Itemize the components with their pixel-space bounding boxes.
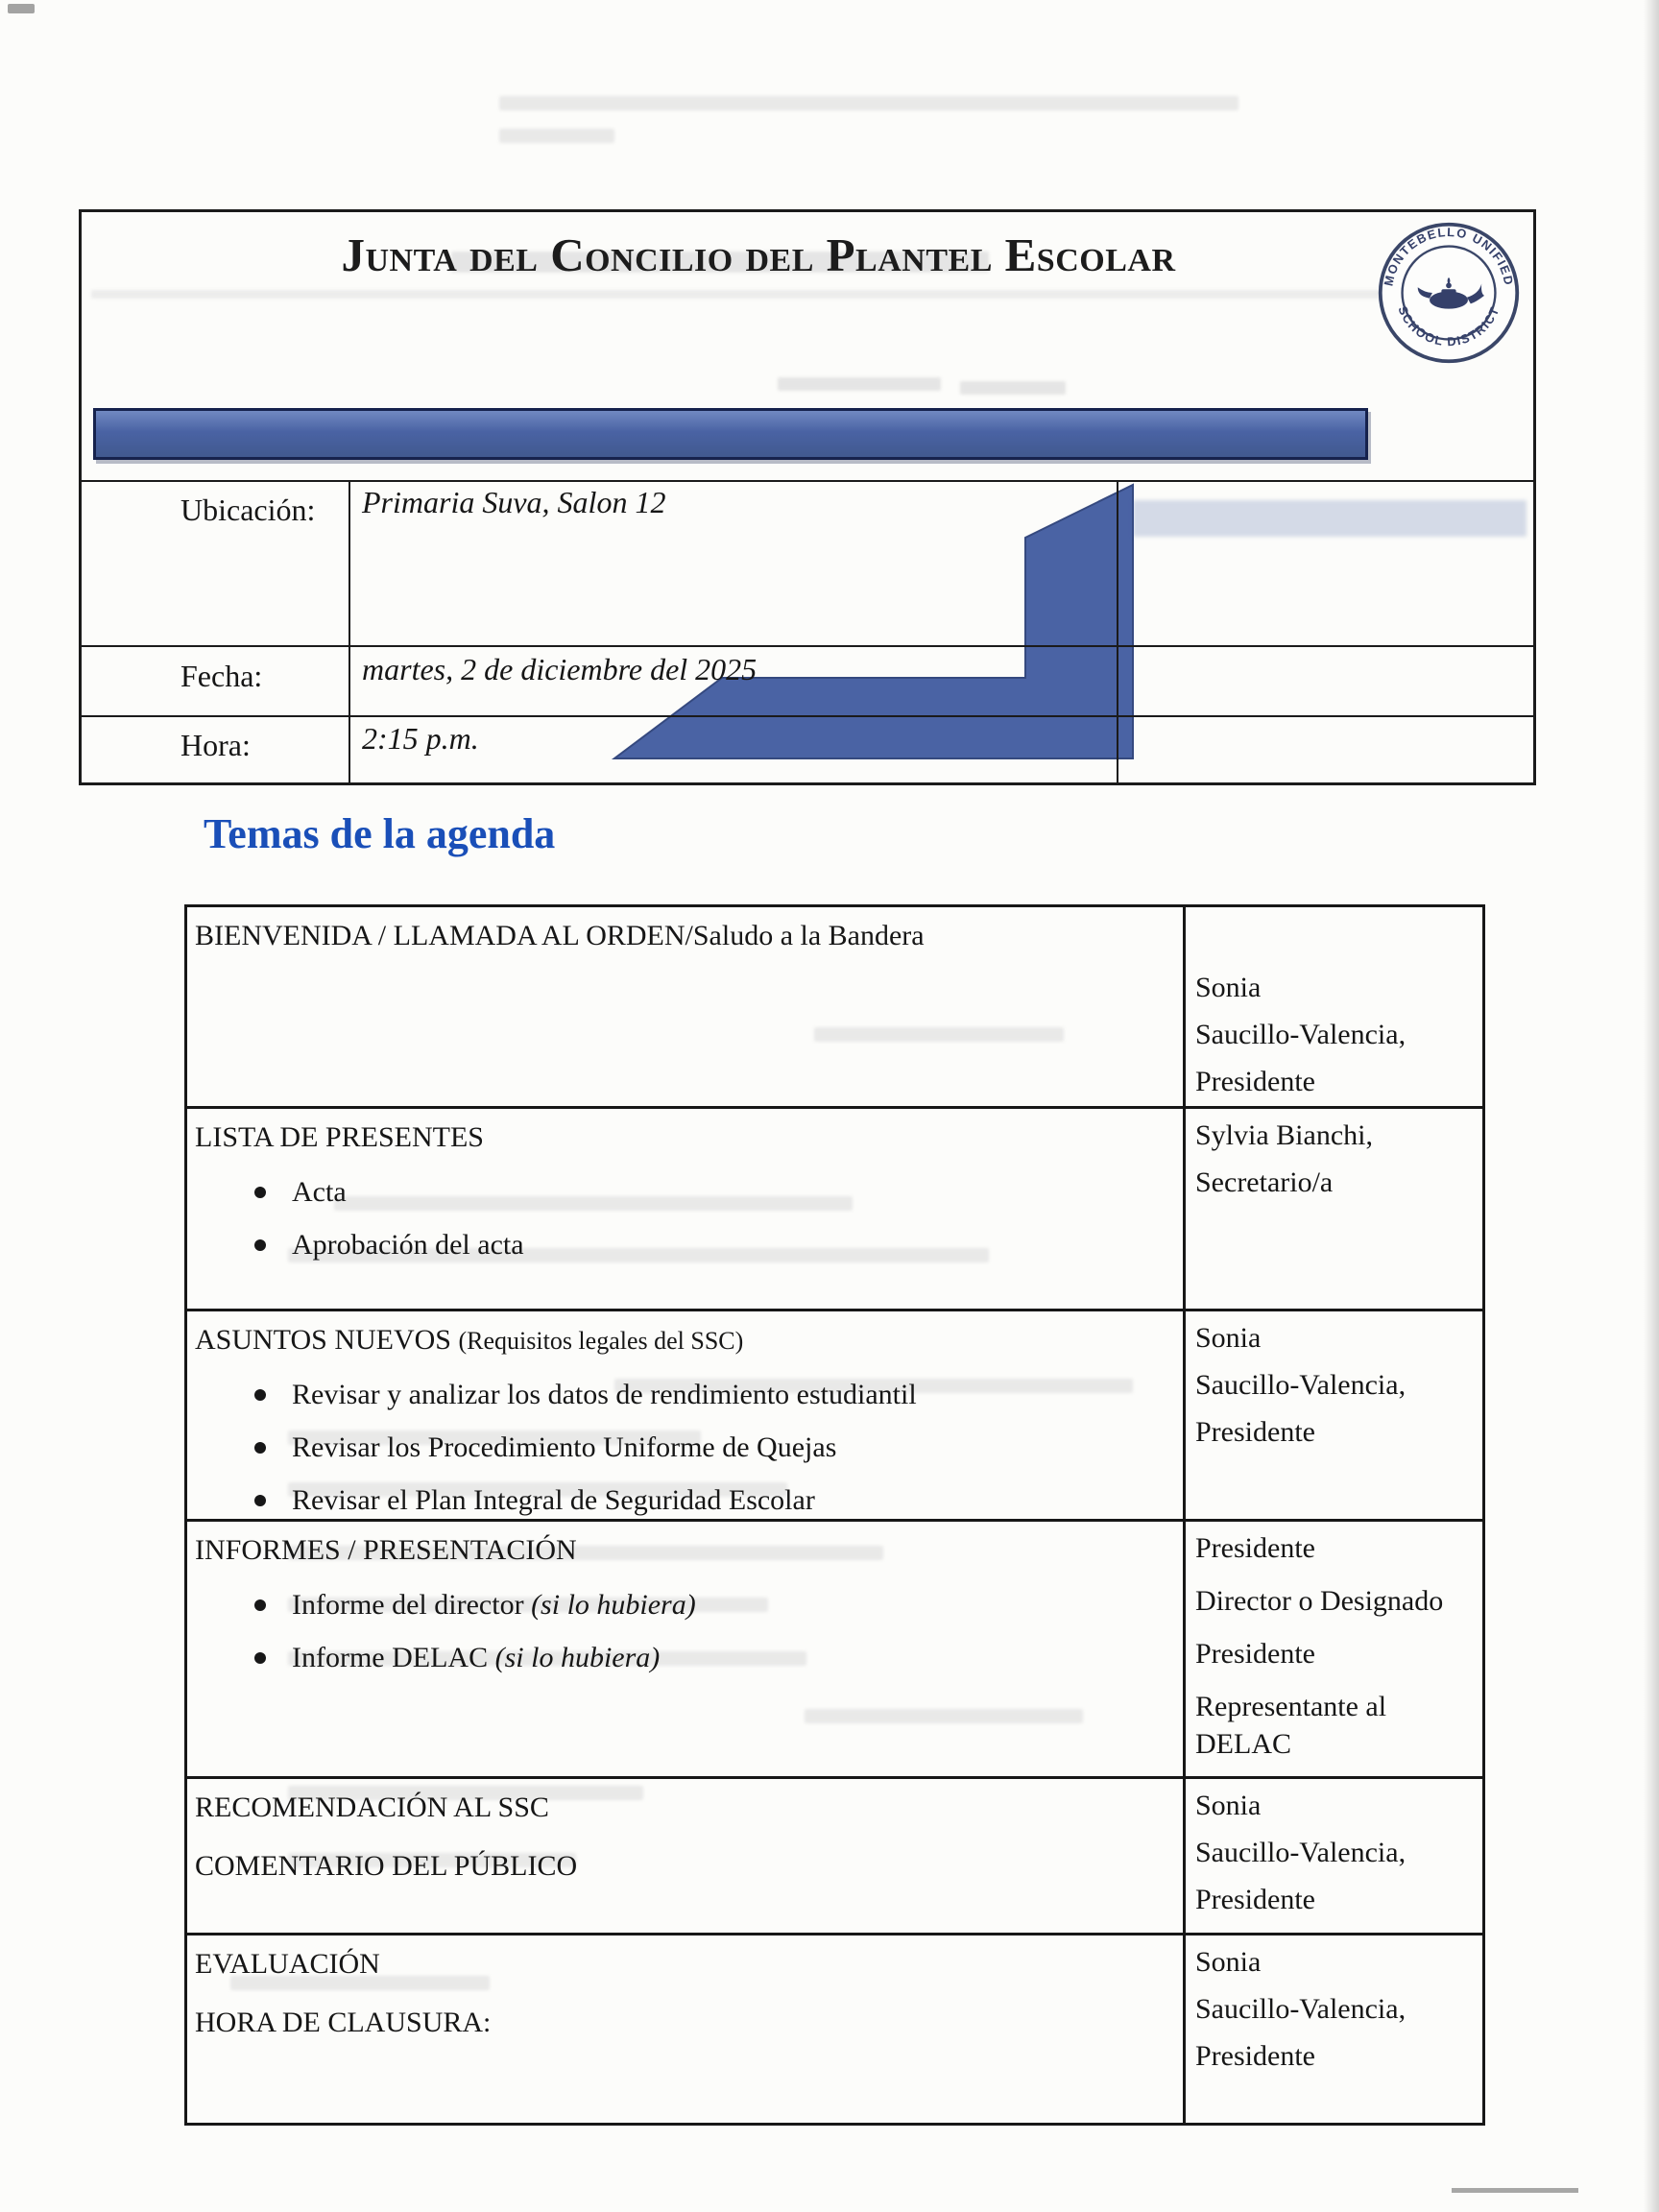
bullet-text: Revisar el Plan Integral de Seguridad Escolar	[292, 1484, 815, 1516]
agenda-responsible-cell	[1183, 1776, 1482, 1933]
bullet-text: Revisar los Procedimiento Uniforme de Quejas	[292, 1431, 837, 1463]
bullet-item	[195, 1481, 1171, 1519]
bullet-icon	[254, 1599, 266, 1611]
responsible-line: Director o Designado	[1195, 1585, 1444, 1617]
header-box	[79, 209, 1536, 785]
responsible-line: Sylvia Bianchi,	[1195, 1119, 1373, 1151]
bullet-list	[195, 1586, 1171, 1676]
fecha-label: Fecha:	[180, 659, 263, 693]
responsible-line: Presidente	[1195, 2040, 1315, 2072]
blue-banner-bar	[93, 408, 1368, 460]
bullet-text: Aprobación del acta	[292, 1229, 524, 1261]
agenda-topic-cell	[187, 1106, 1183, 1309]
bleed-artifact	[960, 381, 1066, 395]
grid-line	[82, 645, 1533, 647]
bullet-item	[195, 1226, 1171, 1263]
agenda-topic-heading	[195, 1321, 1171, 1358]
fecha-value: martes, 2 de diciembre del 2025	[362, 652, 757, 686]
agenda-responsible-cell	[1183, 1933, 1482, 2123]
bullet-item	[195, 1376, 1171, 1413]
topic-heading-text: RECOMENDACIÓN AL SSC	[195, 1791, 549, 1823]
bullet-icon	[254, 1389, 266, 1401]
bullet-list	[195, 1376, 1171, 1519]
responsible-line: Saucillo-Valencia,	[1195, 1369, 1407, 1401]
ubicacion-value: Primaria Suva, Salon 12	[362, 485, 666, 519]
scan-speck-top-left	[8, 4, 35, 13]
agenda-table	[184, 904, 1485, 2126]
agenda-topic-cell	[187, 1933, 1183, 2123]
agenda-topic-heading	[195, 917, 1171, 954]
agenda-topic-heading	[195, 1531, 1171, 1569]
responsible-line: Sonia	[1195, 1946, 1262, 1978]
responsible-line: Presidente	[1195, 1532, 1315, 1564]
agenda-topic-cell	[187, 907, 1183, 1106]
bullet-icon	[254, 1187, 266, 1198]
agenda-topic-heading	[195, 1789, 1171, 1826]
agenda-topic-heading	[195, 1847, 1171, 1885]
bullet-icon	[254, 1239, 266, 1251]
bullet-item	[195, 1173, 1171, 1211]
hora-label: Hora:	[180, 728, 251, 762]
agenda-responsible-cell	[1183, 1519, 1482, 1776]
bullet-text: Informe del director (si lo hubiera)	[292, 1589, 696, 1621]
scan-edge-right	[1644, 0, 1659, 2212]
agenda-topic-cell	[187, 1776, 1183, 1933]
bullet-list	[195, 1173, 1171, 1263]
bullet-item	[195, 1639, 1171, 1676]
bullet-icon	[254, 1442, 266, 1454]
bleed-artifact	[91, 290, 1474, 299]
bleed-artifact	[778, 377, 941, 391]
agenda-responsible-cell	[1183, 1106, 1482, 1309]
scan-dash-bottom-right	[1452, 2188, 1578, 2193]
topic-heading-note: (Requisitos legales del SSC)	[458, 1327, 744, 1355]
topic-heading-text: BIENVENIDA / LLAMADA AL ORDEN/Saludo a la Bandera	[195, 920, 925, 951]
grid-line	[82, 480, 1533, 482]
topic-heading-text: COMENTARIO DEL PÚBLICO	[195, 1850, 578, 1882]
responsible-line: Saucillo-Valencia,	[1195, 1837, 1407, 1868]
agenda-topic-heading	[195, 2004, 1171, 2041]
agenda-responsible-cell	[1183, 1309, 1482, 1519]
topic-heading-text: HORA DE CLAUSURA:	[195, 2007, 492, 2038]
responsible-line: Presidente	[1195, 1416, 1315, 1448]
topic-heading-text: EVALUACIÓN	[195, 1948, 380, 1980]
agenda-topic-heading	[195, 1945, 1171, 1983]
ubicacion-label: Ubicación:	[180, 493, 316, 527]
grid-line	[82, 715, 1533, 717]
grid-line	[1117, 480, 1118, 782]
responsible-line: Sonia	[1195, 1790, 1262, 1821]
seal-arc-top-text: MONTEBELLO UNIFIED	[1381, 224, 1517, 288]
topic-heading-text: LISTA DE PRESENTES	[195, 1121, 484, 1153]
agenda-section-heading: Temas de la agenda	[204, 810, 556, 857]
responsible-line: Secretario/a	[1195, 1166, 1334, 1198]
bullet-icon	[254, 1495, 266, 1506]
responsible-line: Presidente	[1195, 1638, 1315, 1670]
bullet-text: Revisar y analizar los datos de rendimiento estudiantil	[292, 1379, 917, 1410]
topic-heading-text: ASUNTOS NUEVOS	[195, 1324, 459, 1356]
agenda-topic-cell	[187, 1519, 1183, 1776]
bullet-item	[195, 1429, 1171, 1466]
agenda-topic-heading	[195, 1118, 1171, 1156]
agenda-topic-cell	[187, 1309, 1183, 1519]
page-title: Junta del Concilio del Plantel Escolar	[341, 228, 1176, 281]
topic-heading-text: INFORMES / PRESENTACIÓN	[195, 1534, 577, 1566]
district-seal	[1376, 220, 1522, 366]
seal-arc-bottom-text: SCHOOL DISTRICT	[1395, 303, 1503, 349]
agenda-responsible-cell	[1183, 907, 1482, 1106]
responsible-line: Representante al DELAC	[1195, 1691, 1387, 1760]
bullet-text: Informe DELAC (si lo hubiera)	[292, 1642, 661, 1673]
grid-line	[349, 480, 350, 782]
bullet-item	[195, 1586, 1171, 1623]
responsible-line: Sonia	[1195, 972, 1262, 1003]
responsible-line: Saucillo-Valencia,	[1195, 1993, 1407, 2025]
responsible-line: Presidente	[1195, 1884, 1315, 1915]
bullet-icon	[254, 1652, 266, 1664]
hora-value: 2:15 p.m.	[362, 721, 479, 756]
bleed-artifact	[499, 96, 1238, 110]
responsible-line: Saucillo-Valencia,	[1195, 1019, 1407, 1050]
responsible-line: Sonia	[1195, 1322, 1262, 1354]
responsible-line: Presidente	[1195, 1066, 1315, 1097]
bleed-artifact	[1133, 500, 1527, 537]
bullet-text: Acta	[292, 1176, 347, 1208]
bleed-artifact	[499, 129, 614, 143]
